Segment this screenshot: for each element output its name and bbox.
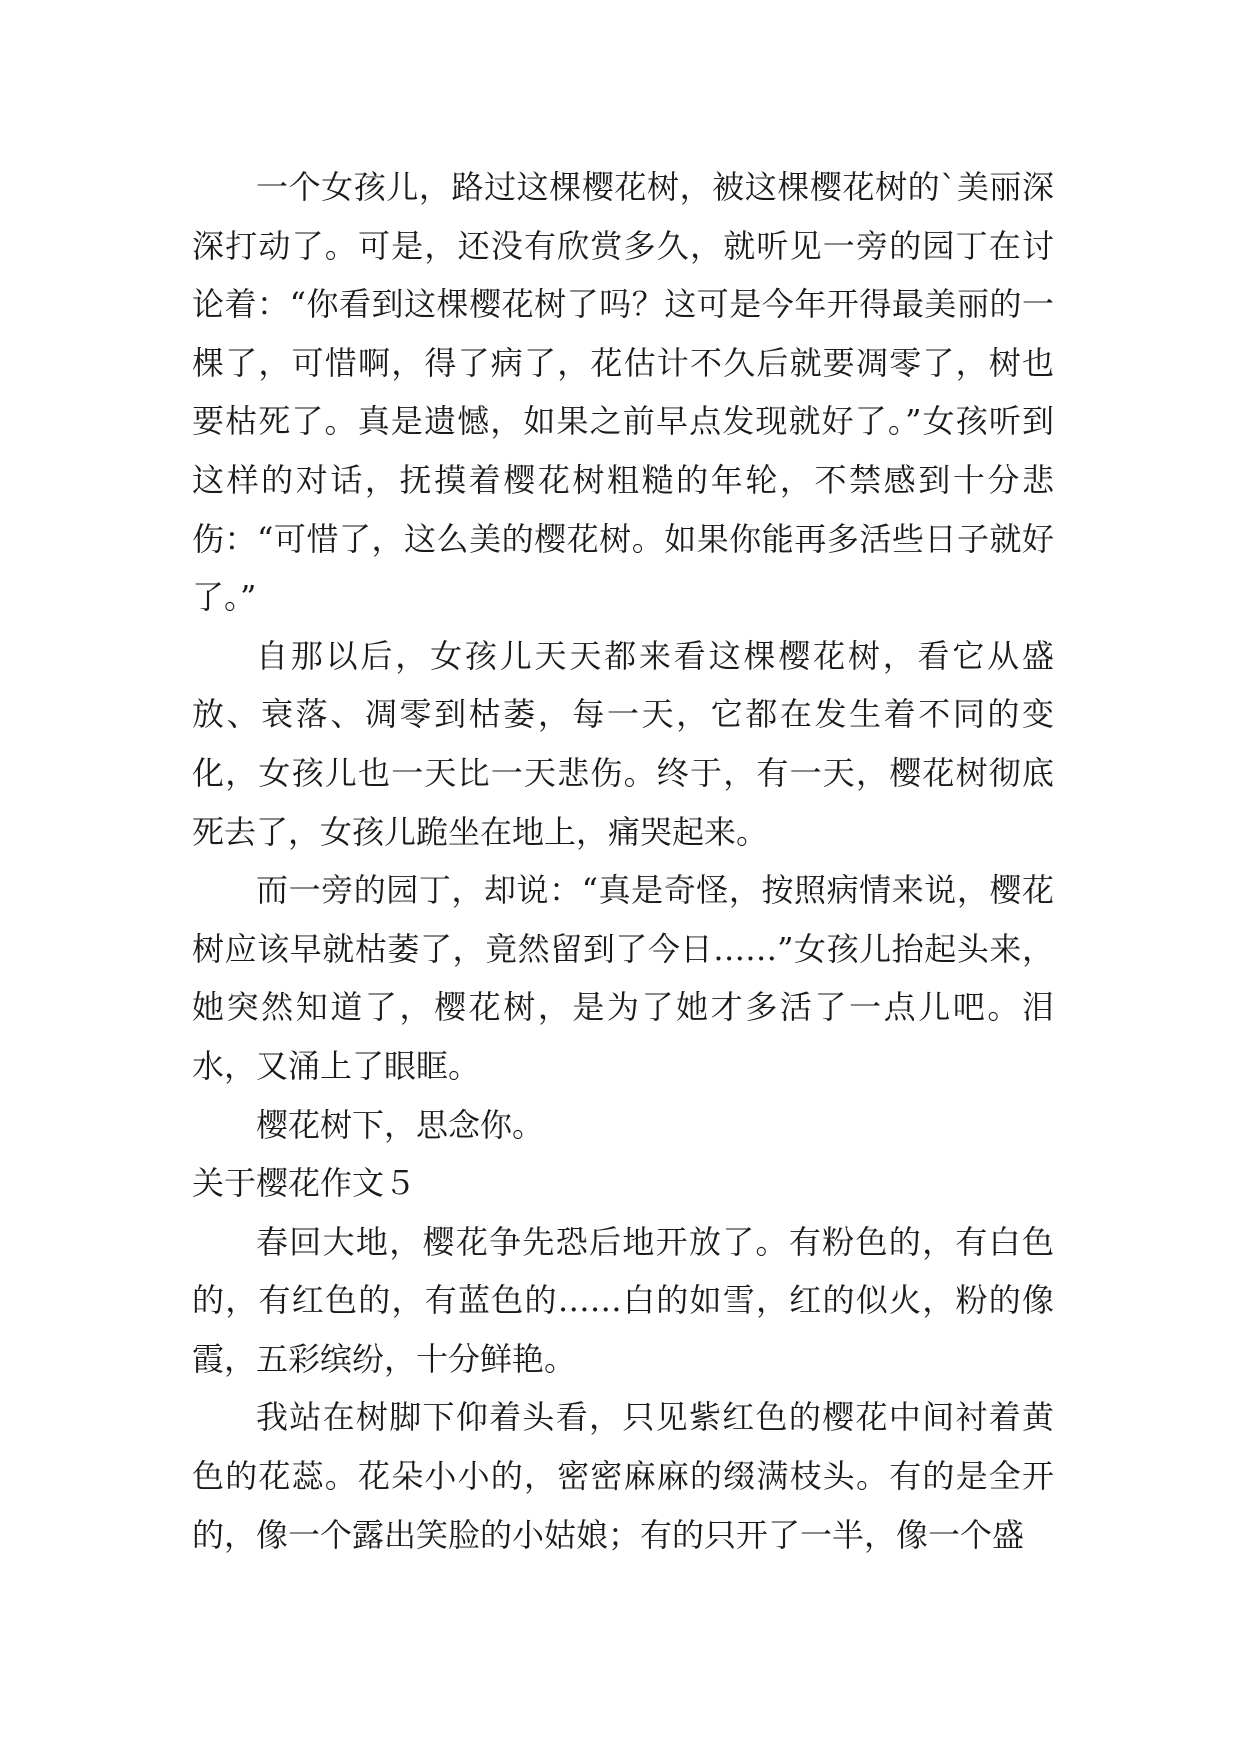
paragraph-closing-line: 樱花树下，思念你。 [256, 1105, 545, 1144]
paragraph-daily-visits: 自那以后，女孩儿天天都来看这棵樱花树，看它从盛放、衰落、凋零到枯萎，每一天，它都在发生着不同的变化，女孩儿也一天比一天悲伤。终于，有一天，樱花树彻底死去了，女孩儿跪坐在地上，痛哭起来。 [192, 636, 1054, 851]
section-heading: 关于樱花作文５ [192, 1164, 417, 1203]
paragraph-gardener-remark: 而一旁的园丁，却说：“真是奇怪，按照病情来说，樱花树应该早就枯萎了，竟然留到了今日……”女孩儿抬起头来，她突然知道了，樱花树，是为了她才多活了一点儿吧。泪水，又涌上了眼眶。 [192, 871, 1054, 1085]
paragraph-spring-blossoms: 春回大地，樱花争先恐后地开放了。有粉色的，有白色的，有红色的，有蓝色的……白的如雪，红的似火，粉的像霞，五彩缤纷，十分鲜艳。 [192, 1222, 1054, 1378]
paragraph-girl-and-tree: 一个女孩儿，路过这棵樱花树，被这棵樱花树的`美丽深深打动了。可是，还没有欣赏多久，就听见一旁的园丁在讨论着：“你看到这棵樱花树了吗？这可是今年开得最美丽的一棵了，可惜啊，得了病了，花估计不久后就要凋零了，树也要枯死了。真是遗憾，如果之前早点发现就好了。”女孩听到这样的对话，抚摸着樱花树粗糙的年轮，不禁感到十分悲伤：“可惜了，这么美的樱花树。如果你能再多活些日子就好了。” [192, 168, 1054, 617]
document-page [192, 158, 1054, 1564]
paragraph-under-the-tree: 我站在树脚下仰着头看，只见紫红色的樱花中间衬着黄色的花蕊。花朵小小的，密密麻麻的缀满枝头。有的是全开的，像一个露出笑脸的小姑娘；有的只开了一半，像一个盛 [192, 1398, 1054, 1554]
